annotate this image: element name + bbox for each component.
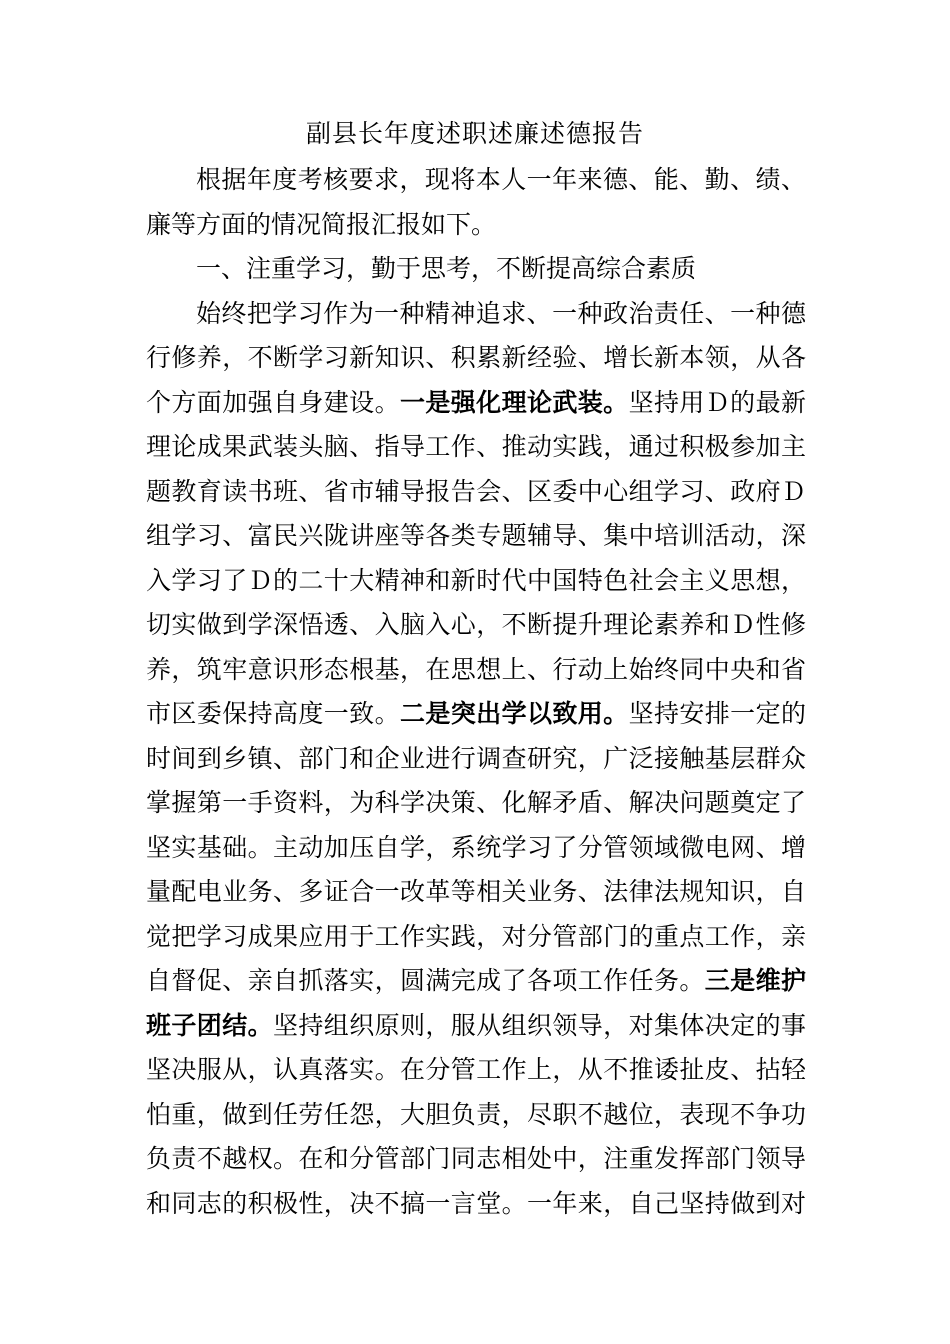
body-line [146,603,806,647]
body-line [196,247,806,291]
body-text: 时间到乡镇、部门和企业进行调查研究，广泛接触基层群众 [146,743,806,773]
body-line [146,1004,806,1048]
body-line [146,381,806,425]
body-text: 坚实基础。主动加压自学，系统学习了分管领域微电网、增 [146,832,806,862]
body-text: 理论成果武装头脑、指导工作、推动实践，通过积极参加主 [146,432,806,461]
body-line [146,559,806,603]
body-line [146,470,806,514]
bold-heading-text: 班子团结。 [146,1010,273,1040]
body-text: 一、注重学习，勤于思考，不断提高综合素质 [196,254,697,283]
body-line [146,915,806,959]
body-line [146,781,806,825]
document-title: 副县长年度述职述廉述德报告 [305,119,644,148]
body-text: 坚持组织原则，服从组织领导，对集体决定的事 [273,1010,806,1040]
body-line [146,692,806,736]
body-line [146,870,806,914]
body-text: 和同志的积极性，决不搞一言堂。一年来，自己坚持做到对 [146,1188,806,1218]
body-line [196,292,806,336]
body-text: 市区委保持高度一致。 [146,699,400,728]
body-line [146,336,806,380]
body-line [146,737,806,781]
body-text: 坚持安排一定的 [628,699,806,728]
body-text: 行修养，不断学习新知识、积累新经验、增长新本领，从各 [146,343,806,372]
body-text: 坚持用Ｄ的最新 [628,387,806,417]
body-line [146,648,806,692]
body-line [146,1137,806,1181]
bold-heading-text: 二是突出学以致用。 [399,699,629,728]
body-text: 切实做到学深悟透、入脑入心，不断提升理论素养和Ｄ性修 [146,610,806,639]
body-text: 负责不越权。在和分管部门同志相处中，注重发挥部门领导 [146,1144,806,1173]
body-line [146,1093,806,1137]
body-text: 量配电业务、多证合一改革等相关业务、法律法规知识，自 [146,877,806,906]
body-line [196,158,806,202]
body-line [146,203,806,247]
body-line [146,1048,806,1092]
body-text: 始终把学习作为一种精神追求、一种政治责任、一种德 [196,298,806,328]
body-line [146,514,806,558]
body-text: 怕重，做到任劳任怨，大胆负责，尽职不越位，表现不争功 [146,1099,806,1129]
body-text: 题教育读书班、省市辅导报告会、区委中心组学习、政府Ｄ [146,476,806,506]
body-text: 个方面加强自身建设。 [146,387,400,417]
body-text: 根据年度考核要求，现将本人一年来德、能、勤、绩、 [196,165,806,194]
body-text: 组学习、富民兴陇讲座等各类专题辅导、集中培训活动，深 [146,521,806,550]
body-line [146,959,806,1003]
body-line [146,425,806,469]
body-line [146,826,806,870]
body-text: 入学习了Ｄ的二十大精神和新时代中国特色社会主义思想， [146,565,806,595]
bold-heading-text: 三是维护 [704,966,806,995]
bold-heading-text: 一是强化理论武装。 [399,387,629,417]
body-text: 自督促、亲自抓落实，圆满完成了各项工作任务。 [146,966,705,995]
body-text: 坚决服从，认真落实。在分管工作上，从不推诿扯皮、拈轻 [146,1055,806,1084]
body-text: 养，筑牢意识形态根基，在思想上、行动上始终同中央和省 [146,654,806,684]
body-line [146,1182,806,1226]
body-text: 廉等方面的情况简报汇报如下。 [146,209,497,239]
body-text: 掌握第一手资料，为科学决策、化解矛盾、解决问题奠定了 [146,788,806,817]
body-text: 觉把学习成果应用于工作实践，对分管部门的重点工作，亲 [146,921,806,951]
